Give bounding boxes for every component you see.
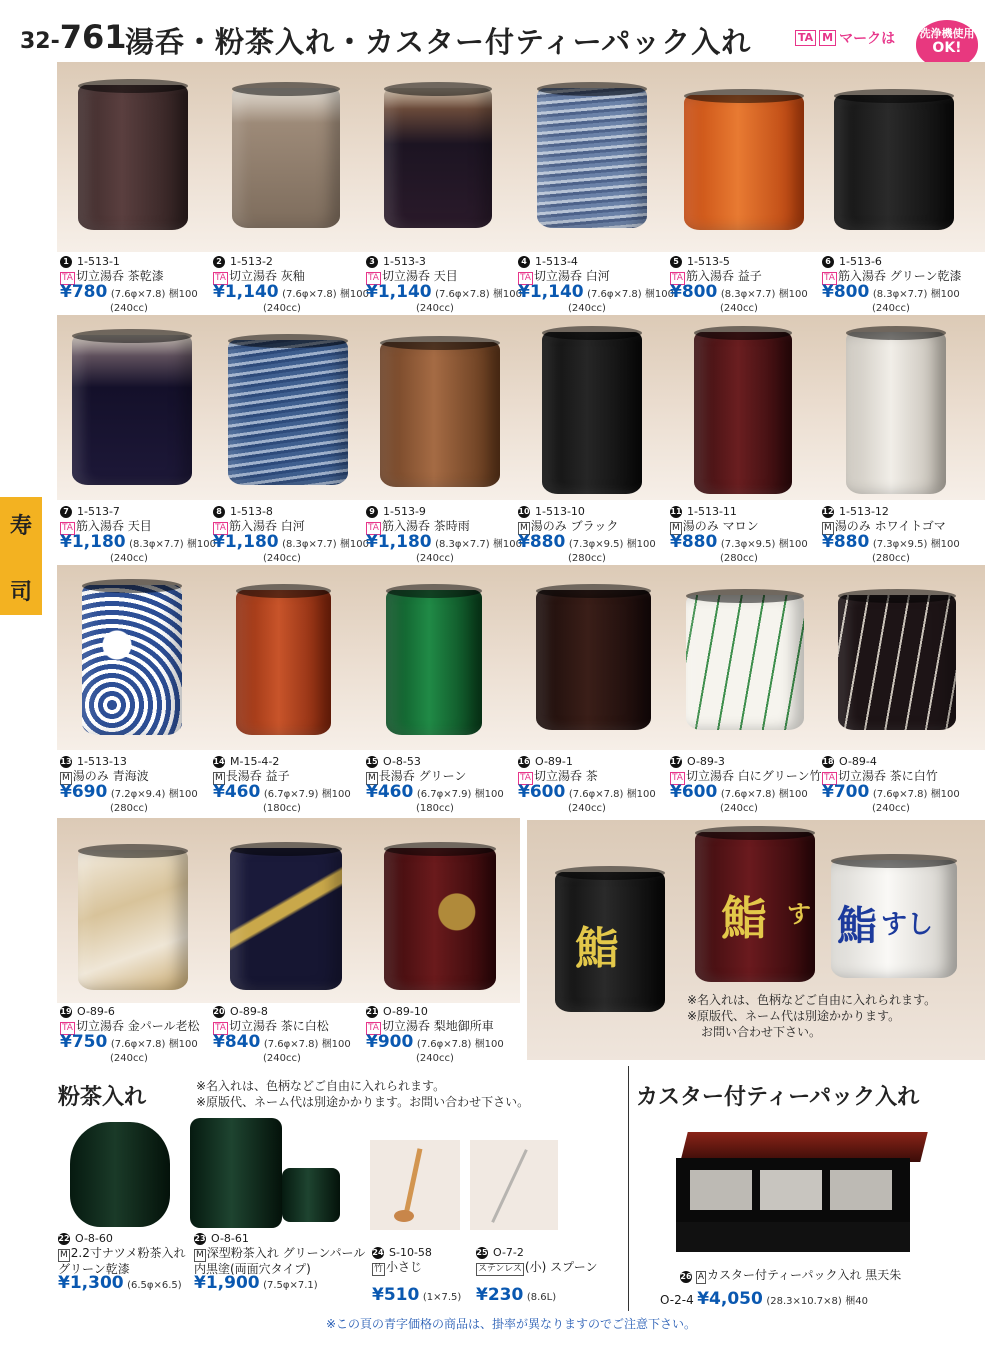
product-label-11: 11 1-513-11 M 湯のみ マロン ¥880 (7.3φ×9.5) 梱100 (280cc)	[670, 505, 808, 564]
deep-container-lid-image	[282, 1168, 340, 1222]
product-label-18: 18 O-89-4 TA 切立湯呑 茶に白竹 ¥700 (7.6φ×7.8) 梱100 (240cc)	[822, 755, 960, 814]
cup-image-10	[542, 332, 642, 494]
cup-image-2	[232, 88, 340, 228]
product-label-22: 22 O-8-60 M 2.2寸ナツメ粉茶入れ グリーン乾漆 ¥1,300 (6.5φ×6.5)	[58, 1232, 186, 1293]
funcha-heading: 粉茶入れ	[58, 1085, 147, 1110]
deep-container-image	[190, 1118, 282, 1228]
product-label-2: 2 1-513-2 TA 切立湯呑 灰釉 ¥1,140 (7.6φ×7.8) 梱100 (240cc)	[213, 255, 369, 314]
cup-image-21	[384, 848, 496, 990]
product-label-1: 1 1-513-1 TA 切立湯呑 茶乾漆 ¥780 (7.6φ×7.8) 梱100 (240cc)	[60, 255, 198, 314]
mark-legend	[795, 28, 895, 48]
product-label-5: 5 1-513-5 TA 筋入湯呑 益子 ¥800 (8.3φ×7.7) 梱100 (240cc)	[670, 255, 808, 314]
product-label-23: 23 O-8-61 M 深型粉茶入れ グリーンパール 内黒塗(両面穴タイプ) ¥1,900 (7.5φ×7.1)	[194, 1232, 366, 1293]
product-label-12: 12 1-513-12 M 湯のみ ホワイトゴマ ¥880 (7.3φ×9.5) 梱100 (280cc)	[822, 505, 960, 564]
product-label-25: 25 O-7-2 ステンレス (小) スプーン ¥230 (8.6L)	[476, 1246, 598, 1305]
custom-cup-white: 鮨 すし	[831, 860, 957, 978]
cup-image-14	[236, 590, 331, 735]
footer-note: ※この頁の青字価格の商品は、掛率が異なりますのでご注意下さい。	[326, 1317, 697, 1331]
product-label-8: 8 1-513-8 TA 筋入湯呑 白河 ¥1,180 (8.3φ×7.7) 梱100 (240cc)	[213, 505, 369, 564]
name-print-panel	[527, 820, 985, 1060]
product-label-14: 14 M-15-4-2 M 長湯呑 益子 ¥460 (6.7φ×7.9) 梱100 (180cc)	[213, 755, 351, 814]
custom-cup-black: 鮨	[555, 872, 665, 1012]
page-title: 湯呑・粉茶入れ・カスター付ティーパック入れ	[125, 25, 752, 59]
cup-image-19	[78, 850, 188, 990]
cup-image-16	[536, 590, 651, 730]
product-label-20: 20 O-89-8 TA 切立湯呑 茶に白松 ¥840 (7.6φ×7.8) 梱100 (240cc)	[213, 1005, 351, 1064]
spoon-steel-image	[470, 1140, 558, 1230]
cup-image-6	[834, 95, 954, 230]
product-label-19: 19 O-89-6 TA 切立湯呑 金パール老松 ¥750 (7.6φ×7.8) 梱100 (240cc)	[60, 1005, 200, 1064]
product-label-16: 16 O-89-1 TA 切立湯呑 茶 ¥600 (7.6φ×7.8) 梱100 (240cc)	[518, 755, 656, 814]
product-label-17: 17 O-89-3 TA 切立湯呑 白にグリーン竹 ¥600 (7.6φ×7.8) 梱100 (240cc)	[670, 755, 822, 814]
custom-cup-maroon: 鮨 す	[695, 832, 815, 982]
cup-image-9	[380, 342, 500, 487]
cup-image-13	[82, 585, 182, 735]
product-label-21: 21 O-89-10 TA 切立湯呑 梨地御所車 ¥900 (7.6φ×7.8) 梱100 (240cc)	[366, 1005, 504, 1064]
mark-m: M	[819, 30, 836, 46]
product-label-7: 7 1-513-7 TA 筋入湯呑 天目 ¥1,180 (8.3φ×7.7) 梱100 (240cc)	[60, 505, 216, 564]
dishwasher-ok-badge: 洗浄機使用 OK!	[916, 20, 978, 68]
cup-image-4	[537, 88, 647, 228]
caster-heading: カスター付ティーパック入れ	[636, 1085, 920, 1110]
cup-image-17	[686, 595, 804, 730]
cup-image-12	[846, 332, 946, 494]
natsume-container-image	[70, 1122, 170, 1227]
cup-image-11	[694, 332, 792, 494]
page-number: 32-761	[20, 18, 127, 56]
section-divider	[628, 1066, 629, 1311]
product-label-13: 13 1-513-13 M 湯のみ 青海波 ¥690 (7.2φ×9.4) 梱100 (280cc)	[60, 755, 198, 814]
name-print-notes: ※名入れは、色柄などご自由に入れられます。 ※原版代、ネーム代は別途かかります。 お問い合わせ下さい。	[687, 993, 937, 1039]
product-label-4: 4 1-513-4 TA 切立湯呑 白河 ¥1,140 (7.6φ×7.8) 梱100 (240cc)	[518, 255, 674, 314]
cup-image-15	[386, 590, 482, 735]
cup-image-20	[230, 848, 342, 990]
product-label-3: 3 1-513-3 TA 切立湯呑 天目 ¥1,140 (7.6φ×7.8) 梱100 (240cc)	[366, 255, 522, 314]
cup-image-5	[684, 95, 804, 230]
product-label-24: 24 S-10-58 竹 小さじ ¥510 (1×7.5)	[372, 1246, 462, 1305]
product-label-26: 26 A カスター付ティーパック入れ 黒天朱 O-2-4 ¥4,050 (28.3×10.7×8) 梱40	[660, 1268, 902, 1309]
mark-ta: TA	[795, 30, 816, 46]
cup-image-8	[228, 340, 348, 485]
product-label-9: 9 1-513-9 TA 筋入湯呑 茶時雨 ¥1,180 (8.3φ×7.7) 梱100 (240cc)	[366, 505, 522, 564]
cup-image-3	[384, 88, 492, 228]
spoon-bamboo-image	[370, 1140, 460, 1230]
cup-image-18	[838, 595, 956, 730]
category-tab-sushi: 寿 司	[0, 497, 42, 615]
mark-legend-text: マークは	[839, 31, 896, 47]
cup-image-7	[72, 335, 192, 485]
cup-image-1	[78, 85, 188, 230]
product-label-10: 10 1-513-10 M 湯のみ ブラック ¥880 (7.3φ×9.5) 梱100 (280cc)	[518, 505, 656, 564]
product-label-6: 6 1-513-6 TA 筋入湯呑 グリーン乾漆 ¥800 (8.3φ×7.7) 梱100 (240cc)	[822, 255, 962, 314]
product-label-15: 15 O-8-53 M 長湯呑 グリーン ¥460 (6.7φ×7.9) 梱100 (180cc)	[366, 755, 504, 814]
funcha-notes: ※名入れは、色柄などご自由に入れられます。 ※原版代、ネーム代は別途かかります。お問い合わせ下さい。	[196, 1079, 530, 1109]
caster-box-image	[676, 1118, 938, 1268]
